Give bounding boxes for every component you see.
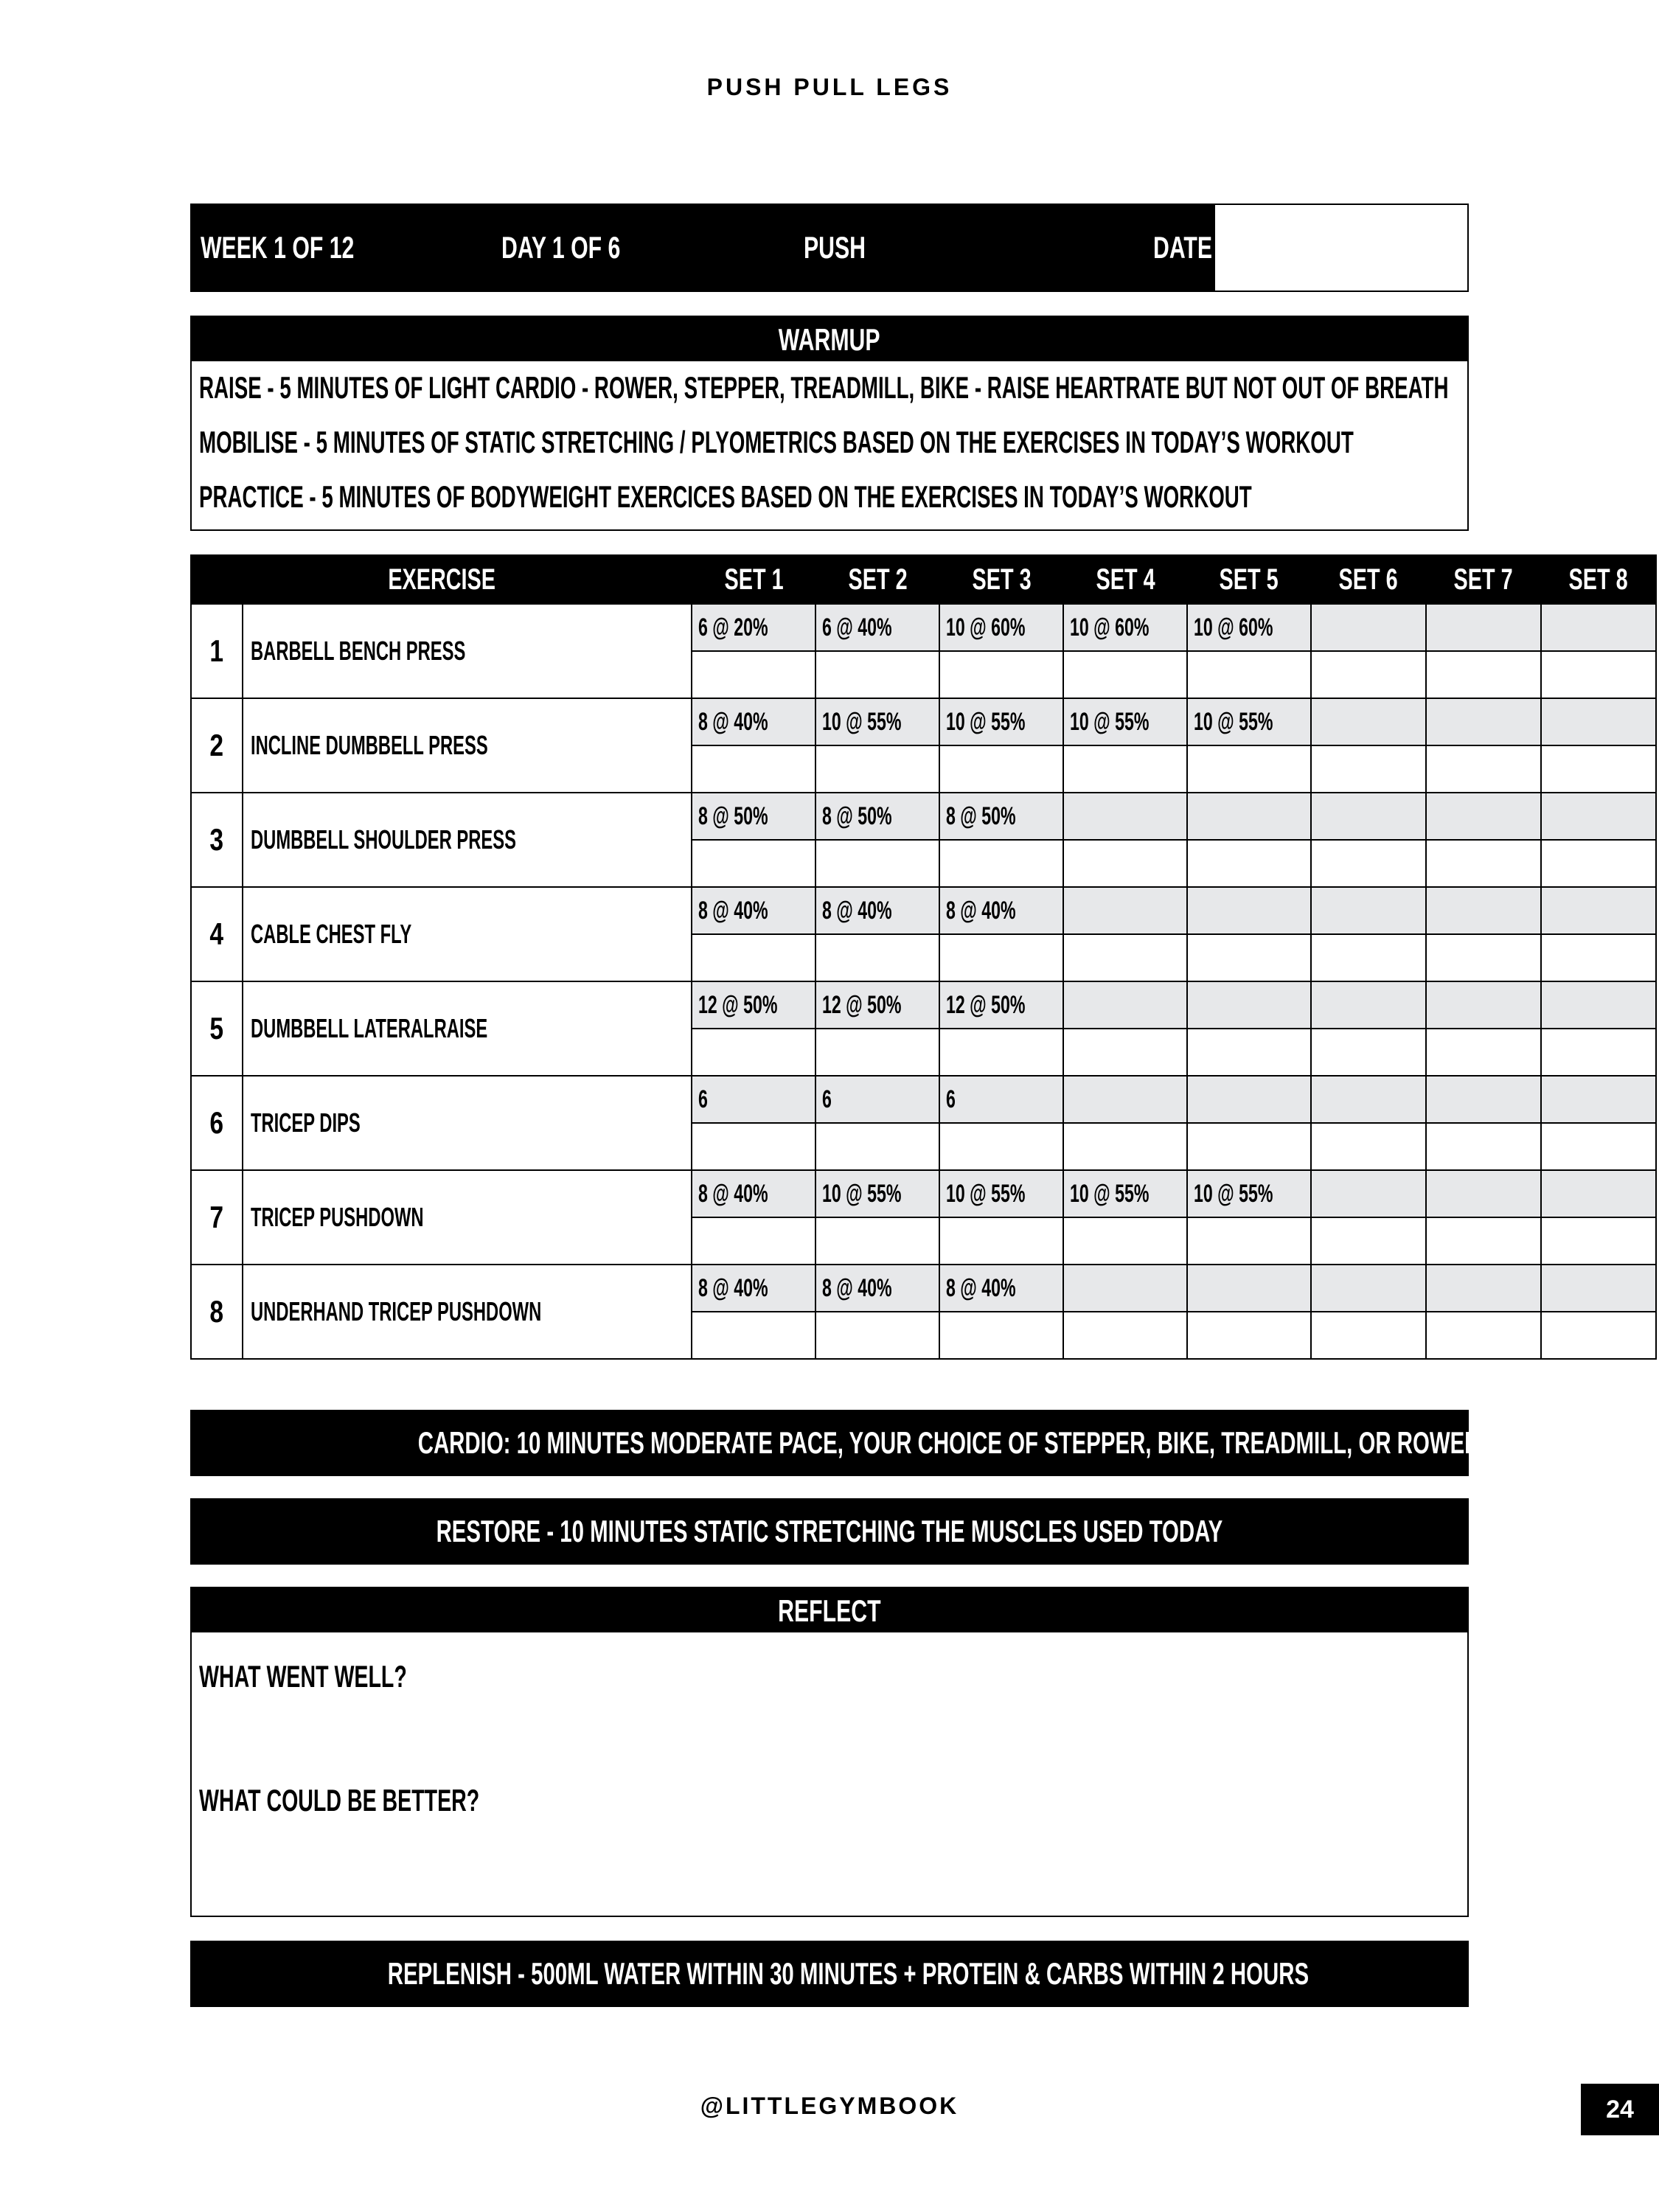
target-set-6 [1311, 698, 1426, 745]
exercise-row-target [191, 981, 1656, 1029]
log-set-5-input[interactable] [1187, 1217, 1311, 1265]
log-set-5-input[interactable] [1187, 934, 1311, 981]
header-set-2: SET 2 [815, 555, 939, 604]
log-set-7-input[interactable] [1426, 1217, 1541, 1265]
log-set-5-input[interactable] [1187, 1123, 1311, 1170]
target-set-2: 8 @ 50% [815, 793, 939, 840]
target-set-6 [1311, 1076, 1426, 1123]
exercise-number: 4 [191, 887, 243, 981]
target-set-3: 8 @ 40% [939, 887, 1063, 934]
week-label: WEEK 1 OF 12 [201, 230, 355, 265]
log-set-6-input[interactable] [1311, 1029, 1426, 1076]
log-set-8-input[interactable] [1541, 934, 1656, 981]
log-set-2-input[interactable] [815, 1312, 939, 1359]
target-set-2: 10 @ 55% [815, 1170, 939, 1217]
log-set-4-input[interactable] [1063, 1029, 1187, 1076]
log-set-1-input[interactable] [692, 1123, 815, 1170]
target-set-4: 10 @ 55% [1063, 698, 1187, 745]
log-set-8-input[interactable] [1541, 840, 1656, 887]
log-set-6-input[interactable] [1311, 840, 1426, 887]
log-set-7-input[interactable] [1426, 934, 1541, 981]
target-set-5: 10 @ 60% [1187, 604, 1311, 651]
target-set-4 [1063, 793, 1187, 840]
log-set-7-input[interactable] [1426, 1312, 1541, 1359]
exercise-row-target [191, 698, 1656, 745]
warmup-practice-line: PRACTICE - 5 MINUTES OF BODYWEIGHT EXERCICES BASED ON THE EXERCISES IN TODAY’S WORKOUT [199, 479, 1252, 514]
exercise-name: BARBELL BENCH PRESS [243, 604, 692, 698]
exercise-name: UNDERHAND TRICEP PUSHDOWN [243, 1265, 692, 1359]
log-set-4-input[interactable] [1063, 651, 1187, 698]
target-set-1: 8 @ 40% [692, 887, 815, 934]
log-set-3-input[interactable] [939, 934, 1063, 981]
target-set-6 [1311, 981, 1426, 1029]
exercise-number: 6 [191, 1076, 243, 1170]
target-set-1: 8 @ 40% [692, 1265, 815, 1312]
exercise-number: 7 [191, 1170, 243, 1265]
target-set-8 [1541, 698, 1656, 745]
header-set-3: SET 3 [939, 555, 1063, 604]
exercise-name: TRICEP DIPS [243, 1076, 692, 1170]
log-set-3-input[interactable] [939, 1217, 1063, 1265]
exercise-number: 3 [191, 793, 243, 887]
target-set-8 [1541, 887, 1656, 934]
target-set-7 [1426, 887, 1541, 934]
log-set-5-input[interactable] [1187, 1312, 1311, 1359]
exercise-row-target [191, 1265, 1656, 1312]
log-set-2-input[interactable] [815, 745, 939, 793]
target-set-2: 8 @ 40% [815, 1265, 939, 1312]
log-set-7-input[interactable] [1426, 1029, 1541, 1076]
exercise-table [190, 554, 1657, 1360]
log-set-8-input[interactable] [1541, 1123, 1656, 1170]
target-set-7 [1426, 698, 1541, 745]
log-set-1-input[interactable] [692, 745, 815, 793]
exercise-number: 2 [191, 698, 243, 793]
target-set-7 [1426, 793, 1541, 840]
target-set-4 [1063, 887, 1187, 934]
exercise-name: DUMBBELL SHOULDER PRESS [243, 793, 692, 887]
target-set-4: 10 @ 60% [1063, 604, 1187, 651]
log-set-1-input[interactable] [692, 934, 815, 981]
header-set-7: SET 7 [1426, 555, 1541, 604]
header-set-6: SET 6 [1311, 555, 1426, 604]
exercise-name: TRICEP PUSHDOWN [243, 1170, 692, 1265]
target-set-2: 8 @ 40% [815, 887, 939, 934]
log-set-5-input[interactable] [1187, 651, 1311, 698]
log-set-7-input[interactable] [1426, 840, 1541, 887]
target-set-3: 8 @ 40% [939, 1265, 1063, 1312]
header-exercise: EXERCISE [191, 555, 692, 604]
header-set-8: SET 8 [1541, 555, 1656, 604]
log-set-7-input[interactable] [1426, 745, 1541, 793]
target-set-8 [1541, 1076, 1656, 1123]
target-set-3: 10 @ 55% [939, 698, 1063, 745]
target-set-6 [1311, 793, 1426, 840]
target-set-5 [1187, 887, 1311, 934]
exercise-number: 5 [191, 981, 243, 1076]
page-number: 24 [1581, 2084, 1659, 2135]
target-set-4 [1063, 1265, 1187, 1312]
target-set-6 [1311, 604, 1426, 651]
log-set-2-input[interactable] [815, 1123, 939, 1170]
page-title: PUSH PULL LEGS [706, 74, 953, 100]
target-set-8 [1541, 793, 1656, 840]
exercise-name: CABLE CHEST FLY [243, 887, 692, 981]
target-set-1: 8 @ 50% [692, 793, 815, 840]
target-set-8 [1541, 981, 1656, 1029]
footer-handle: @LITTLEGYMBOOK [700, 2093, 959, 2119]
log-set-4-input[interactable] [1063, 1312, 1187, 1359]
log-set-2-input[interactable] [815, 651, 939, 698]
target-set-7 [1426, 1076, 1541, 1123]
log-set-1-input[interactable] [692, 840, 815, 887]
target-set-1: 6 [692, 1076, 815, 1123]
target-set-3: 6 [939, 1076, 1063, 1123]
log-set-4-input[interactable] [1063, 1217, 1187, 1265]
log-set-7-input[interactable] [1426, 1123, 1541, 1170]
exercise-name: DUMBBELL LATERALRAISE [243, 981, 692, 1076]
warmup-section [190, 316, 1469, 531]
log-set-8-input[interactable] [1541, 1217, 1656, 1265]
date-input-box[interactable] [1215, 205, 1467, 291]
log-set-4-input[interactable] [1063, 840, 1187, 887]
log-set-8-input[interactable] [1541, 1029, 1656, 1076]
exercise-name: INCLINE DUMBBELL PRESS [243, 698, 692, 793]
target-set-5 [1187, 981, 1311, 1029]
target-set-2: 10 @ 55% [815, 698, 939, 745]
warmup-mobilise-line: MOBILISE - 5 MINUTES OF STATIC STRETCHING / PLYOMETRICS BASED ON THE EXERCISES IN TODAY’S WORKOUT [199, 425, 1354, 459]
table-header-row [191, 555, 1656, 604]
log-set-6-input[interactable] [1311, 1123, 1426, 1170]
day-label: DAY 1 OF 6 [501, 230, 621, 265]
warmup-title: WARMUP [192, 317, 1467, 361]
target-set-3: 12 @ 50% [939, 981, 1063, 1029]
exercise-row-target [191, 887, 1656, 934]
header-set-4: SET 4 [1063, 555, 1187, 604]
target-set-8 [1541, 1170, 1656, 1217]
target-set-7 [1426, 981, 1541, 1029]
log-set-3-input[interactable] [939, 651, 1063, 698]
target-set-6 [1311, 1170, 1426, 1217]
log-set-2-input[interactable] [815, 1217, 939, 1265]
warmup-raise-line: RAISE - 5 MINUTES OF LIGHT CARDIO - ROWER, STEPPER, TREADMILL, BIKE - RAISE HEARTRATE BUT NOT OUT OF BREATH [199, 370, 1449, 405]
workout-type-label: PUSH [804, 230, 866, 265]
log-set-8-input[interactable] [1541, 1312, 1656, 1359]
reflect-question-went-well: WHAT WENT WELL? [199, 1659, 407, 1694]
target-set-8 [1541, 604, 1656, 651]
target-set-3: 10 @ 55% [939, 1170, 1063, 1217]
target-set-4 [1063, 981, 1187, 1029]
target-set-4 [1063, 1076, 1187, 1123]
log-set-4-input[interactable] [1063, 934, 1187, 981]
target-set-2: 12 @ 50% [815, 981, 939, 1029]
target-set-5: 10 @ 55% [1187, 1170, 1311, 1217]
log-set-3-input[interactable] [939, 745, 1063, 793]
header-set-1: SET 1 [692, 555, 815, 604]
target-set-1: 12 @ 50% [692, 981, 815, 1029]
log-set-2-input[interactable] [815, 840, 939, 887]
cardio-bar: CARDIO: 10 MINUTES MODERATE PACE, YOUR CHOICE OF STEPPER, BIKE, TREADMILL, OR ROWER [190, 1410, 1469, 1476]
date-label: DATE [1153, 230, 1213, 265]
log-set-3-input[interactable] [939, 840, 1063, 887]
log-set-3-input[interactable] [939, 1029, 1063, 1076]
log-set-8-input[interactable] [1541, 651, 1656, 698]
exercise-row-target [191, 793, 1656, 840]
log-set-4-input[interactable] [1063, 745, 1187, 793]
target-set-5: 10 @ 55% [1187, 698, 1311, 745]
log-set-3-input[interactable] [939, 1312, 1063, 1359]
target-set-2: 6 [815, 1076, 939, 1123]
reflect-title: REFLECT [192, 1588, 1467, 1632]
replenish-bar: REPLENISH - 500ML WATER WITHIN 30 MINUTES + PROTEIN & CARBS WITHIN 2 HOURS [190, 1941, 1469, 2007]
target-set-2: 6 @ 40% [815, 604, 939, 651]
target-set-6 [1311, 1265, 1426, 1312]
target-set-1: 8 @ 40% [692, 698, 815, 745]
target-set-8 [1541, 1265, 1656, 1312]
log-set-6-input[interactable] [1311, 651, 1426, 698]
exercise-number: 8 [191, 1265, 243, 1359]
target-set-5 [1187, 793, 1311, 840]
log-set-2-input[interactable] [815, 934, 939, 981]
log-set-7-input[interactable] [1426, 651, 1541, 698]
log-set-5-input[interactable] [1187, 745, 1311, 793]
log-set-2-input[interactable] [815, 1029, 939, 1076]
log-set-1-input[interactable] [692, 1312, 815, 1359]
log-set-1-input[interactable] [692, 651, 815, 698]
target-set-1: 8 @ 40% [692, 1170, 815, 1217]
log-set-8-input[interactable] [1541, 745, 1656, 793]
log-set-5-input[interactable] [1187, 1029, 1311, 1076]
log-set-5-input[interactable] [1187, 840, 1311, 887]
log-set-6-input[interactable] [1311, 1217, 1426, 1265]
exercise-row-target [191, 1170, 1656, 1217]
target-set-1: 6 @ 20% [692, 604, 815, 651]
exercise-number: 1 [191, 604, 243, 698]
target-set-7 [1426, 604, 1541, 651]
reflect-section [190, 1587, 1469, 1917]
target-set-6 [1311, 887, 1426, 934]
target-set-7 [1426, 1170, 1541, 1217]
target-set-4: 10 @ 55% [1063, 1170, 1187, 1217]
reflect-question-could-be-better: WHAT COULD BE BETTER? [199, 1783, 480, 1818]
target-set-7 [1426, 1265, 1541, 1312]
log-set-6-input[interactable] [1311, 1312, 1426, 1359]
target-set-3: 10 @ 60% [939, 604, 1063, 651]
target-set-3: 8 @ 50% [939, 793, 1063, 840]
restore-bar: RESTORE - 10 MINUTES STATIC STRETCHING THE MUSCLES USED TODAY [190, 1498, 1469, 1565]
target-set-5 [1187, 1265, 1311, 1312]
target-set-5 [1187, 1076, 1311, 1123]
log-set-6-input[interactable] [1311, 934, 1426, 981]
log-set-6-input[interactable] [1311, 745, 1426, 793]
log-set-1-input[interactable] [692, 1217, 815, 1265]
log-set-4-input[interactable] [1063, 1123, 1187, 1170]
exercise-row-target [191, 604, 1656, 651]
exercise-row-target [191, 1076, 1656, 1123]
log-set-3-input[interactable] [939, 1123, 1063, 1170]
log-set-1-input[interactable] [692, 1029, 815, 1076]
header-set-5: SET 5 [1187, 555, 1311, 604]
